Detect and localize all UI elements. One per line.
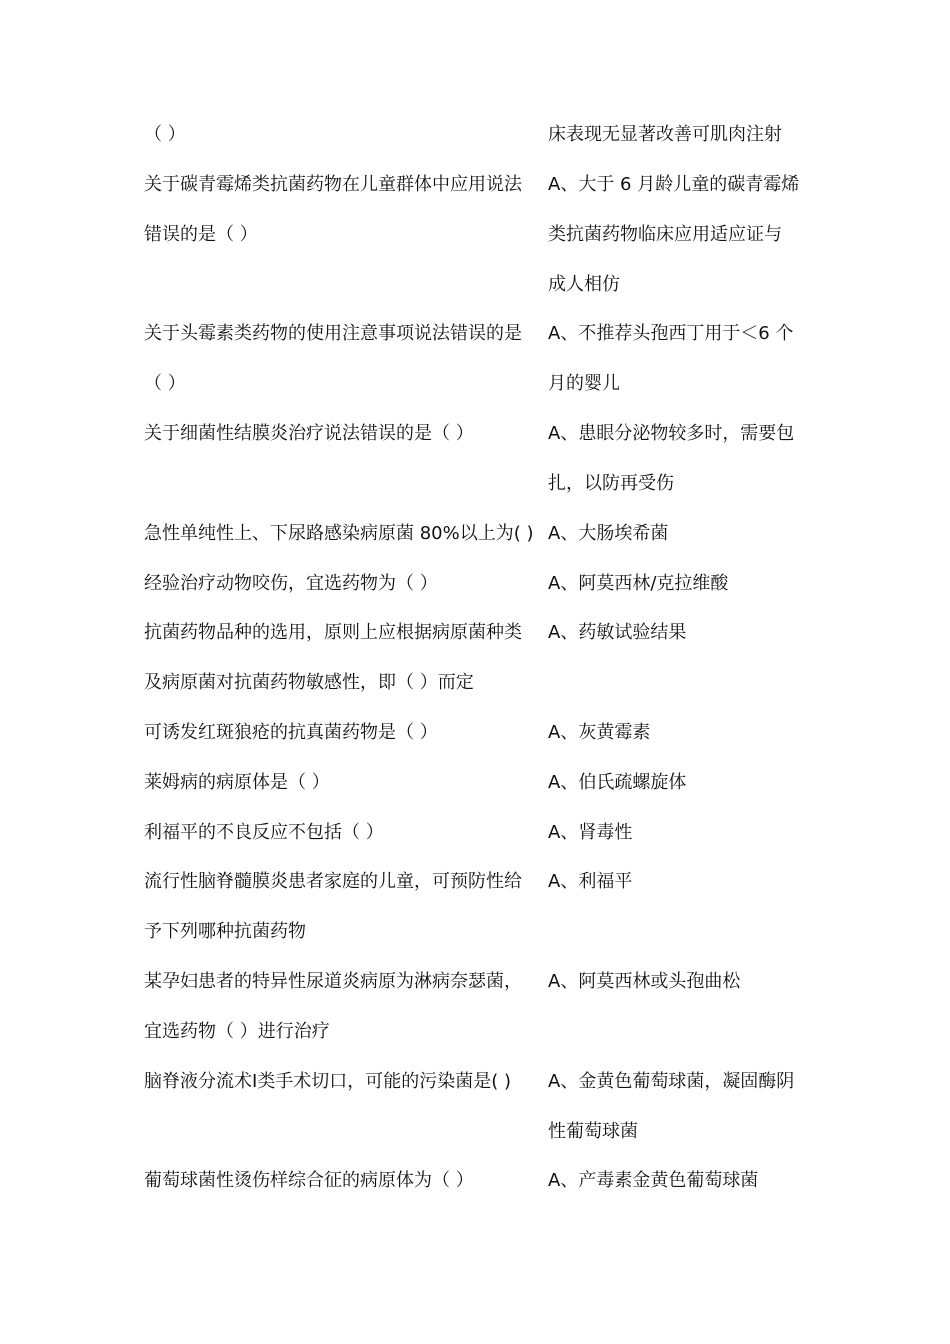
question-text: 可诱发红斑狼疮的抗真菌药物是（ ） bbox=[144, 722, 438, 743]
answer-text: A、患眼分泌物较多时，需要包 bbox=[548, 423, 795, 444]
question-text: 予下列哪种抗菌药物 bbox=[144, 921, 306, 942]
answer-text: A、阿莫西林或头孢曲松 bbox=[548, 971, 741, 992]
question-text: （ ） bbox=[144, 124, 186, 145]
answer-text: 类抗菌药物临床应用适应证与 bbox=[548, 224, 782, 245]
answer-text: 扎，以防再受伤 bbox=[548, 473, 674, 494]
question-text: 某孕妇患者的特异性尿道炎病原为淋病奈瑟菌， bbox=[144, 971, 522, 992]
answer-text: A、大肠埃希菌 bbox=[548, 523, 669, 544]
question-text: 流行性脑脊髓膜炎患者家庭的儿童，可预防性给 bbox=[144, 871, 522, 892]
question-text: 葡萄球菌性烫伤样综合征的病原体为（ ） bbox=[144, 1170, 474, 1191]
question-text: 经验治疗动物咬伤，宜选药物为（ ） bbox=[144, 573, 438, 594]
answer-text: A、灰黄霉素 bbox=[548, 722, 651, 743]
answer-text: A、大于 6 月龄儿童的碳青霉烯 bbox=[548, 174, 800, 195]
question-text: 急性单纯性上、下尿路感染病原菌 80%以上为( ) bbox=[144, 523, 534, 544]
question-text: 关于头霉素类药物的使用注意事项说法错误的是 bbox=[144, 323, 522, 344]
question-text: 及病原菌对抗菌药物敏感性，即（ ）而定 bbox=[144, 672, 474, 693]
answer-text: A、金黄色葡萄球菌，凝固酶阴 bbox=[548, 1071, 795, 1092]
answer-text: 月的婴儿 bbox=[548, 373, 620, 394]
answer-text: A、阿莫西林/克拉维酸 bbox=[548, 573, 729, 594]
answer-text: A、药敏试验结果 bbox=[548, 622, 687, 643]
question-text: 关于细菌性结膜炎治疗说法错误的是（ ） bbox=[144, 423, 474, 444]
question-text: 宜选药物（ ）进行治疗 bbox=[144, 1021, 330, 1042]
question-text: 脑脊液分流术Ⅰ类手术切口，可能的污染菌是( ) bbox=[144, 1071, 512, 1092]
answer-text: 成人相仿 bbox=[548, 274, 620, 295]
question-text: 莱姆病的病原体是（ ） bbox=[144, 772, 330, 793]
question-text: 错误的是（ ） bbox=[144, 224, 258, 245]
answer-text: 床表现无显著改善可肌肉注射 bbox=[548, 124, 782, 145]
question-text: 抗菌药物品种的选用，原则上应根据病原菌种类 bbox=[144, 622, 522, 643]
question-text: 关于碳青霉烯类抗菌药物在儿童群体中应用说法 bbox=[144, 174, 522, 195]
question-text: 利福平的不良反应不包括（ ） bbox=[144, 822, 384, 843]
answer-text: A、伯氏疏螺旋体 bbox=[548, 772, 687, 793]
answer-text: 性葡萄球菌 bbox=[548, 1121, 638, 1142]
answer-text: A、产毒素金黄色葡萄球菌 bbox=[548, 1170, 759, 1191]
answer-text: A、肾毒性 bbox=[548, 822, 633, 843]
answer-text: A、利福平 bbox=[548, 871, 633, 892]
answer-text: A、不推荐头孢西丁用于＜6 个 bbox=[548, 323, 794, 344]
question-text: （ ） bbox=[144, 373, 186, 394]
